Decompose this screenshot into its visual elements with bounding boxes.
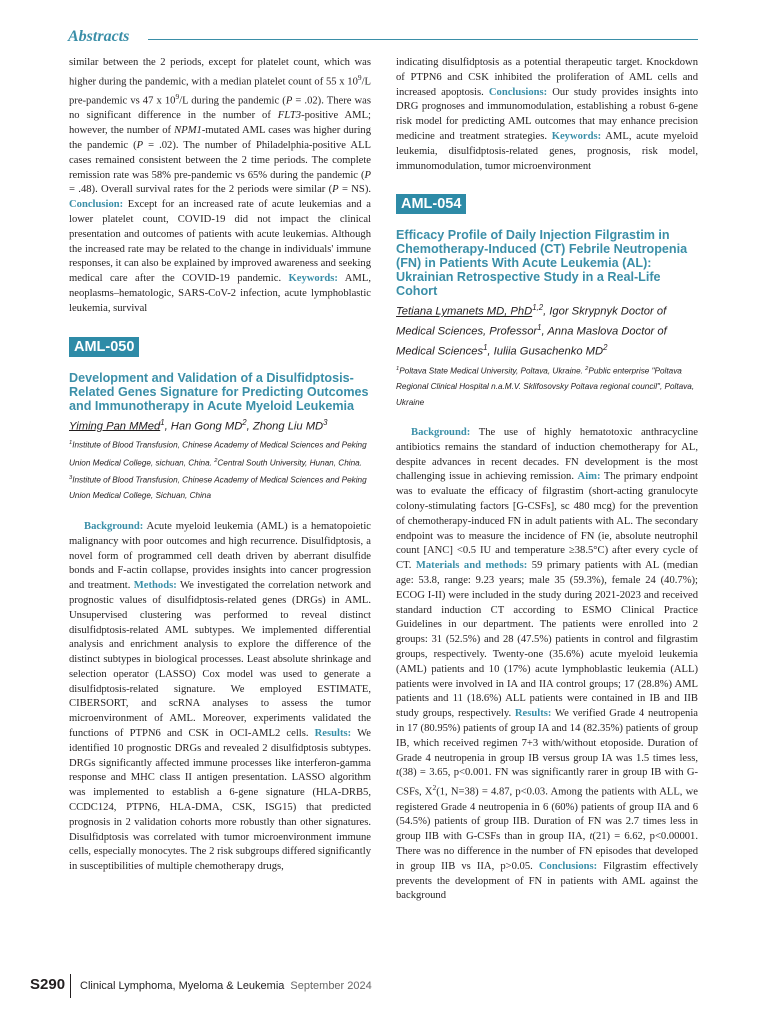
text-run: We investigated the correlation network and prognostic values of disulfidptosis-related genes (DRGs) in AML. Unsupervised clustering was performed to reveal distinct disulfidptosis-related AML subtypes. We implemented differential analysis and enrichment analysis to explore the difference of the distinct subtypes in biological processes. Least absolute shrinkage and selection operator (LASSO) Cox model was used to generate a disulfidptosis-related signature. We employed ESTIMATE, CIBERSORT, and scRNA analyses to assess the tumor microenvironment of AML. Moreover, experiments validated the functions of PTPN6 and CSK in OCI-AML2 cells. — [69, 580, 371, 740]
header-rule — [148, 39, 698, 40]
text-run: , Zhong Liu MD — [246, 420, 324, 433]
text-run: The use of highly hematotoxic anthracycline antibiotics remains the standard of induction chemotherapy for AL, despite advances in recent decades. FN development is the most challenging issue in achieving remission. — [396, 427, 698, 483]
superscript: 2 — [432, 783, 437, 793]
page-number: S290 — [30, 976, 66, 993]
section-title: Abstracts — [68, 28, 130, 45]
superscript: 1,2 — [532, 303, 544, 313]
superscript: 9 — [175, 92, 180, 102]
superscript: 1 — [69, 440, 73, 447]
section-label: Results: — [514, 708, 552, 720]
superscript: 2 — [242, 417, 247, 427]
abstract-body — [69, 520, 371, 875]
superscript: 1 — [160, 417, 165, 427]
section-label: Keywords: — [288, 273, 338, 285]
text-run: AML, neoplasms–hematologic, SARS-CoV-2 infection, acute lymphoblastic leukemia, survival — [69, 273, 371, 314]
text-run: = .02). The number of Philadelphia-positive ALL cases remained consistent between the 2 time periods. The complete remission rate was 58% pre-pandemic vs 65% during the pandemic ( — [69, 140, 372, 181]
superscript: 1 — [396, 365, 400, 372]
text-run: Acute myeloid leukemia (AML) is a hematopoietic malignancy with poor outcomes and high recurrence. Disulfidptosis, a novel form of programmed cell death driven by aberrant disulfide bonds and F-actin collapse, provides insights into cancer progression and treatment. — [69, 520, 371, 592]
abstract-tag-aml-054: AML-054 — [396, 194, 466, 214]
text-run: Poltava State Medical University, Poltava, Ukraine. — [399, 366, 586, 376]
section-label: Aim: — [577, 471, 601, 483]
superscript: 2 — [603, 342, 608, 352]
text-run: indicating disulfidptosis as a potential therapeutic target. Knockdown of PTPN6 and CSK inhibited the proliferation of AML cells and increased apoptosis. — [396, 57, 698, 98]
text-run: (38) = 3.65, p<0.001. FN was significantly rarer in group IB with G-CSFs, Χ — [396, 767, 698, 798]
text-run: = .02). There was no significant difference in the number of — [69, 95, 371, 122]
text-run: /L during the pandemic ( — [179, 95, 286, 107]
left-column — [69, 56, 371, 875]
text-run: = .48). Overall survival rates for the 2 periods were similar ( — [69, 184, 333, 196]
text-run: , Han Gong MD — [164, 420, 243, 433]
text-run: -mutated AML cases was higher during the pandemic ( — [69, 125, 371, 152]
abstract-affiliations — [396, 362, 698, 411]
superscript: 3 — [69, 475, 73, 481]
section-label: Materials and methods: — [415, 560, 528, 572]
text-run: t — [396, 767, 399, 779]
text-run: (21) = 6.62, p<0.00001. There was no difference in the number of FN episodes that developed in group IIB vs IIA, p>0.05. — [396, 831, 698, 872]
abstract-title: Efficacy Profile of Daily Injection Filgrastim in Chemotherapy-Induced (CT) Febrile Neutropenia (FN) in Patients With Acute Leukemia (AL): Ukrainian Retrospective Study in a Real-Life Cohort — [396, 228, 688, 299]
continued-abstract-text — [69, 56, 371, 317]
text-run: Except for an increased rate of acute leukemias and a lower platelet count, COVID-19 did not impact the clinical presentation and outcomes of patients with acute leukemias. Although the increased rate may be related to the change in individuals' immune responses, it can also be explained by improved awareness and seeking medical care after the COVID-19 pandemic. — [69, 199, 371, 285]
text-run: Central South University, Hunan, China. — [217, 458, 362, 468]
journal-title: Clinical Lymphoma, Myeloma & Leukemia — [80, 980, 285, 992]
text-run: P — [364, 169, 371, 181]
text-run: NPM1 — [174, 125, 202, 137]
section-label: Results: — [314, 728, 352, 740]
continued-abstract-text — [396, 56, 698, 174]
abstract-affiliations — [69, 436, 371, 504]
text-run: = NS). — [338, 184, 371, 196]
section-label: Keywords: — [551, 130, 602, 142]
text-run: -positive AML; however, the number of — [69, 110, 371, 137]
abstract-authors — [396, 300, 698, 359]
abstract-title: Development and Validation of a Disulfidptosis-Related Genes Signature for Predicting Outcomes and Immunotherapy in Acute Myeloid Leukemia — [69, 370, 369, 413]
superscript: 2 — [585, 365, 589, 372]
text-run: Our study provides insights into DRG prognoses and immunomodulation, establishing a robust 6-gene risk model for predicting AML outcomes that may enhance precision medicine and treatment strategies. — [396, 86, 699, 142]
text-run: , Iuliia Gusachenko MD — [487, 345, 604, 358]
text-run: Filgrastim effectively prevents the development of FN in patients with AML against the background — [396, 860, 698, 902]
section-label: Conclusions: — [538, 860, 598, 872]
text-run: Public enterprise "Poltava Regional Clinical Hospital n.a.M.V. Sklifosovsky Poltava regional council", Poltava, Ukraine — [396, 366, 695, 407]
abstract-body — [396, 426, 698, 904]
section-label: Background: — [84, 520, 144, 532]
text-run: 59 primary patients with AL (median age: 53.8, range: 9.23 years; male 35 (59.3%), female 24 (40.7%); ECOG I-II) were included in the study during 2021-2023 and received standard induction CT according to ESMO Clinical Practice Guidelines in our department. The patients were enrolled into 2 groups: 31 (52.5%) and 28 (47.5%) patients in control and filgrastim groups, respectively. Twenty-one (35.6%) acute myeloid leukemia (AML) patients and 10 (17%) acute lymphoblastic leukemia (ALL) patients were involved in IA and IIA control groups; 17 (28.8%) AML patients and 11 (18.6%) ALL patients were contained in IB and IIB study groups, respectively. — [396, 560, 698, 720]
text-run: P — [332, 184, 339, 196]
text-run: /L pre-pandemic vs 47 x 10 — [69, 76, 371, 107]
journal-name — [80, 980, 372, 992]
text-run: (1, N=38) = 4.87, p<0.03. Among the patients with ALL, we registered Grade 4 neutropenia in 6 (60%) patients of group IIA and 6 (54.5%) patients of group IIB. Duration of FN was 2.7 times less in group IIB with G-CSFs than in group IIA, — [396, 786, 698, 843]
section-label: Conclusion: — [69, 199, 124, 211]
text-run: FLT3 — [277, 110, 302, 122]
text-run: Tetiana Lymanets MD, PhD — [396, 306, 533, 319]
text-run: AML, acute myeloid leukemia, disulfidptosis-related genes, prognosis, risk model, immunomodulation, tumor microenvironment — [396, 130, 698, 172]
running-header — [68, 28, 698, 48]
abstract-authors — [69, 415, 371, 435]
text-run: The primary endpoint was to evaluate the efficacy of filgrastim (short-acting granulocyte colony-stimulating factors [G-CSFs], sc 480 mcg) for the prevention of chemotherapy-induced FN in adult patients with AL. The secondary endpoint was to measure the incidence of FN (ie, absolute neutrophil count [ANC] <0.5 IU and temperature ≥38.5°C) after every cycle of CT. — [396, 471, 698, 572]
abstract-tag-aml-050: AML-050 — [69, 337, 139, 357]
footer-divider — [70, 974, 71, 998]
issue-date: September 2024 — [290, 980, 372, 992]
text-run: Institute of Blood Transfusion, Chinese Academy of Medical Sciences and Peking Union Medical College, sichuan, China. — [69, 441, 367, 468]
right-column — [396, 56, 698, 904]
section-label: Methods: — [133, 580, 177, 592]
text-run: , Anna Maslova Doctor of Medical Sciences — [396, 325, 667, 358]
superscript: 9 — [357, 72, 362, 82]
superscript: 3 — [323, 417, 328, 427]
text-run: We verified Grade 4 neutropenia in 17 (80.95%) patients of group IA and 14 (82.35%) patients of group IB, which received regimen 7+3 with/without etoposide. Duration of Grade 4 neutropenia in group IB versus group IA was 1.5 times less, — [396, 708, 699, 764]
superscript: 1 — [483, 342, 488, 352]
text-run: t — [589, 831, 593, 843]
text-run: Institute of Blood Transfusion, Chinese Academy of Medical Sciences and Peking Union Medical College, Sichuan, China — [69, 475, 367, 501]
superscript: 2 — [214, 457, 218, 464]
text-run: P — [136, 140, 144, 152]
text-run: similar between the 2 periods, except for platelet count, which was higher during the pandemic, with a median platelet count of 55 x 10 — [69, 57, 371, 88]
text-run: Yiming Pan MMed — [69, 420, 161, 433]
superscript: 1 — [537, 323, 542, 333]
text-run: , Igor Skrypnyk Doctor of Medical Sciences, Professor — [396, 306, 667, 338]
text-run: P — [285, 95, 293, 107]
text-run: We identified 10 prognostic DRGs and revealed 2 disulfidptosis subtypes. DRGs significantly affected immune processes like interferon-gamma response and MHC class II antigen presentation. LASSO algorithm was implemented to establish a 6-gene signature (HLA-DRB5, CCDC124, PTPN6, HLA-DMA, CSK, ISG15) that predicted prognosis in 2 validation cohorts more robustly than other signatures. Disulfidptosis was correlated with tumor microenvironment immune cells, especially monocytes. The 2 risk subgroups differed significantly in susceptibilities of multiple chemotherapy drugs, — [69, 728, 371, 873]
section-label: Background: — [411, 427, 471, 439]
section-label: Conclusions: — [488, 86, 548, 98]
